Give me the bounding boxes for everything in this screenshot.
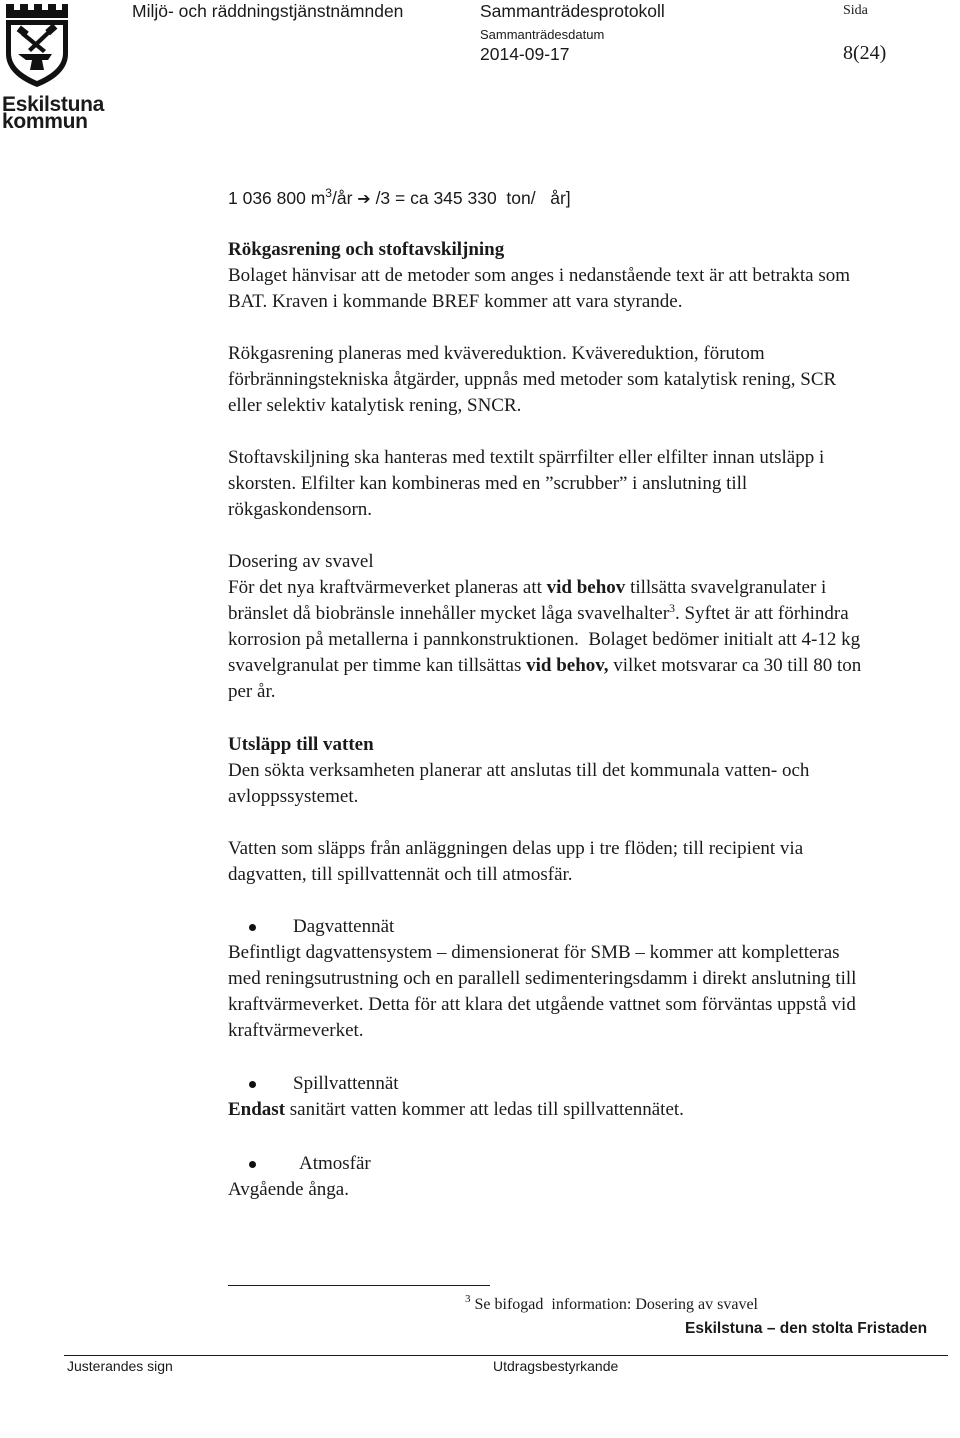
- paragraph-line: Vatten som släpps från anläggningen delas upp i tre flöden; till recipient via: [228, 838, 804, 859]
- footer-divider: [64, 1355, 948, 1356]
- section-heading-svavel: Dosering av svavel: [228, 551, 374, 572]
- paragraph-line: Endast sanitärt vatten kommer att ledas till spillvattennätet.: [228, 1099, 684, 1120]
- section-heading-vatten: Utsläpp till vatten: [228, 734, 374, 755]
- meeting-date: 2014-09-17: [480, 44, 570, 64]
- volume-calculation: [228, 188, 571, 209]
- bullet-title-dagvatten: Dagvattennät: [293, 916, 395, 937]
- footnote-number: 3: [465, 1293, 471, 1305]
- footnote: [465, 1293, 758, 1314]
- paragraph-line: svavelgranulat per timme kan tillsättas vid behov, vilket motsvarar ca 30 till 80 ton: [228, 655, 862, 676]
- footnote-divider: [228, 1285, 490, 1286]
- paragraph-line: kraftvärmeverket. Detta för att klara det utgående vattnet som förväntas uppstå vid: [228, 994, 856, 1015]
- document-type: Sammanträdesprotokoll: [480, 1, 665, 21]
- committee-name: Miljö- och räddningstjänstnämnden: [132, 1, 404, 21]
- paragraph-line: skorsten. Elfilter kan kombineras med en ”scrubber” i anslutning till: [228, 473, 748, 494]
- paragraph-line: eller selektiv katalytisk rening, SNCR.: [228, 395, 522, 416]
- paragraph-line: Avgående ånga.: [228, 1179, 349, 1200]
- paragraph-line: Bolaget hänvisar att de metoder som anges i nedanstående text är att betrakta som: [228, 265, 851, 286]
- paragraph-line: korrosion på metallerna i pannkonstruktionen. Bolaget bedömer initialt att 4-12 kg: [228, 629, 861, 650]
- municipal-coat-of-arms-logo: [4, 2, 70, 88]
- paragraph-line: per år.: [228, 681, 276, 702]
- brand-subname: kommun: [2, 110, 88, 133]
- paragraph-line: bränslet då biobränsle innehåller mycket låga svavelhalter$^3$. Syftet är att förhindra: [228, 601, 849, 624]
- bullet-icon: [249, 1161, 256, 1168]
- paragraph-line: förbränningstekniska åtgärder, uppnås med metoder som katalytisk rening, SCR: [228, 369, 837, 390]
- paragraph-line: BAT. Kraven i kommande BREF kommer att vara styrande.: [228, 291, 683, 312]
- paragraph-line: rökgaskondensorn.: [228, 499, 373, 520]
- bullet-icon: [249, 924, 256, 931]
- footnote-reference: 3: [669, 601, 676, 615]
- paragraph-line: Den sökta verksamheten planerar att anslutas till det kommunala vatten- och: [228, 760, 810, 781]
- bullet-title-atmosfar: Atmosfär: [299, 1153, 371, 1174]
- signature-label: Justerandes sign: [67, 1358, 173, 1374]
- footer-slogan: Eskilstuna – den stolta Fristaden: [685, 1320, 928, 1337]
- page-label: Sida: [843, 3, 868, 18]
- brand-name: Eskilstuna: [2, 93, 105, 116]
- paragraph-line: med reningsutrustning och en parallell sedimenteringsdamm i direkt anslutning till: [228, 968, 857, 989]
- bullet-icon: [249, 1081, 256, 1088]
- bullet-title-spillvatten: Spillvattennät: [293, 1073, 399, 1094]
- volume-result: /3 = ca 345 330 ton/ år]: [370, 188, 571, 208]
- paragraph-line: För det nya kraftvärmeverket planeras att vid behov tillsätta svavelgranulater i: [228, 577, 827, 598]
- paragraph-line: Rökgasrening planeras med kvävereduktion. Kvävereduktion, förutom: [228, 343, 765, 364]
- volume-value: 1 036 800 m: [228, 188, 326, 208]
- paragraph-line: kraftvärmeverket.: [228, 1020, 364, 1041]
- meeting-date-label: Sammanträdesdatum: [480, 27, 605, 42]
- page-number: 8(24): [843, 42, 887, 64]
- paragraph-line: avloppssystemet.: [228, 786, 359, 807]
- extract-certification-label: Utdragsbestyrkande: [493, 1358, 619, 1374]
- volume-exponent: 3: [325, 186, 332, 200]
- arrow-right-icon: ➔: [357, 189, 371, 208]
- footnote-text: Se bifogad information: Dosering av svavel: [470, 1296, 758, 1313]
- paragraph-line: Stoftavskiljning ska hanteras med textilt spärrfilter eller elfilter innan utsläpp i: [228, 447, 825, 468]
- paragraph-line: dagvatten, till spillvattennät och till atmosfär.: [228, 864, 573, 885]
- volume-unit: /år: [331, 188, 353, 208]
- paragraph-line: Befintligt dagvattensystem – dimensionerat för SMB – kommer att kompletteras: [228, 942, 840, 963]
- section-heading-rokgasrening: Rökgasrening och stoftavskiljning: [228, 239, 505, 260]
